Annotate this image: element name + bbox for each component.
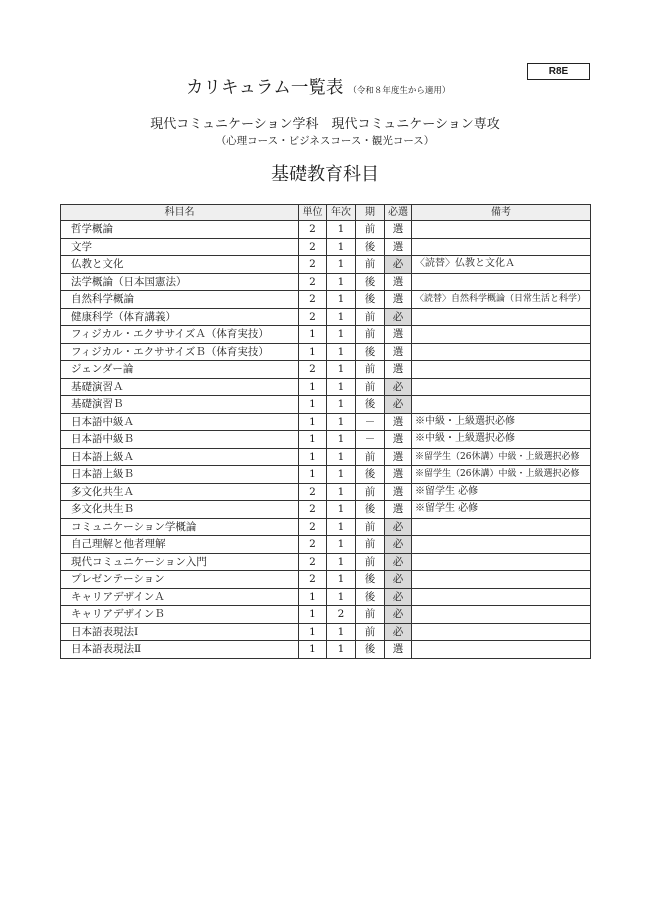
note-cell xyxy=(412,343,591,361)
course-name-cell: 文学 xyxy=(61,238,299,256)
required-elective-cell: 選 xyxy=(385,431,412,449)
note-cell xyxy=(412,378,591,396)
year-cell: 1 xyxy=(327,256,356,274)
credits-cell: 1 xyxy=(299,326,327,344)
course-name-cell: 基礎演習Ａ xyxy=(61,378,299,396)
required-elective-cell: 必 xyxy=(385,308,412,326)
credits-cell: 2 xyxy=(299,501,327,519)
note-cell xyxy=(412,273,591,291)
course-name-cell: 仏教と文化 xyxy=(61,256,299,274)
credits-cell: 1 xyxy=(299,588,327,606)
course-name-cell: 法学概論（日本国憲法） xyxy=(61,273,299,291)
required-elective-cell: 必 xyxy=(385,256,412,274)
year-cell: 1 xyxy=(327,273,356,291)
required-elective-cell: 選 xyxy=(385,343,412,361)
note-cell xyxy=(412,553,591,571)
header-credits: 単位 xyxy=(299,205,327,221)
note-cell: ※留学生 必修 xyxy=(412,483,591,501)
table-row xyxy=(61,361,591,379)
note-cell xyxy=(412,623,591,641)
year-cell: 2 xyxy=(327,606,356,624)
table-row xyxy=(61,291,591,309)
table-row xyxy=(61,553,591,571)
term-cell: 前 xyxy=(356,448,385,466)
table-row xyxy=(61,448,591,466)
term-cell: 後 xyxy=(356,396,385,414)
table-row xyxy=(61,466,591,484)
table-row xyxy=(61,413,591,431)
credits-cell: 2 xyxy=(299,256,327,274)
table-row xyxy=(61,536,591,554)
term-cell: 前 xyxy=(356,308,385,326)
year-cell: 1 xyxy=(327,483,356,501)
table-row xyxy=(61,501,591,519)
required-elective-cell: 選 xyxy=(385,483,412,501)
required-elective-cell: 必 xyxy=(385,571,412,589)
term-cell: 後 xyxy=(356,588,385,606)
table-row xyxy=(61,326,591,344)
required-elective-cell: 選 xyxy=(385,221,412,239)
term-cell: 前 xyxy=(356,518,385,536)
year-cell: 1 xyxy=(327,536,356,554)
header-course-name: 科目名 xyxy=(61,205,299,221)
term-cell: 前 xyxy=(356,623,385,641)
course-name-cell: コミュニケーション学概論 xyxy=(61,518,299,536)
table-row xyxy=(61,343,591,361)
note-cell xyxy=(412,606,591,624)
term-cell: 前 xyxy=(356,378,385,396)
term-cell: 後 xyxy=(356,466,385,484)
note-cell: 〈読替〉自然科学概論（日常生活と科学） xyxy=(412,291,591,309)
term-cell: 前 xyxy=(356,606,385,624)
course-name-cell: 健康科学（体育講義） xyxy=(61,308,299,326)
course-name-cell: 日本語上級Ｂ xyxy=(61,466,299,484)
department-heading: 現代コミュニケーション学科 現代コミュニケーション専攻 xyxy=(150,117,500,132)
required-elective-cell: 選 xyxy=(385,501,412,519)
table-row xyxy=(61,308,591,326)
term-cell: 後 xyxy=(356,641,385,659)
term-cell: 前 xyxy=(356,256,385,274)
required-elective-cell: 必 xyxy=(385,606,412,624)
credits-cell: 2 xyxy=(299,553,327,571)
term-cell: 前 xyxy=(356,553,385,571)
term-cell: 前 xyxy=(356,221,385,239)
term-cell: 後 xyxy=(356,273,385,291)
table-header-row xyxy=(61,205,591,221)
year-cell: 1 xyxy=(327,413,356,431)
year-cell: 1 xyxy=(327,623,356,641)
required-elective-cell: 必 xyxy=(385,518,412,536)
year-cell: 1 xyxy=(327,466,356,484)
course-name-cell: 日本語上級Ａ xyxy=(61,448,299,466)
course-name-cell: 多文化共生Ｂ xyxy=(61,501,299,519)
term-cell: 後 xyxy=(356,343,385,361)
term-cell: 前 xyxy=(356,483,385,501)
required-elective-cell: 選 xyxy=(385,238,412,256)
note-cell: ※留学生 必修 xyxy=(412,501,591,519)
year-cell: 1 xyxy=(327,343,356,361)
credits-cell: 1 xyxy=(299,378,327,396)
credits-cell: 1 xyxy=(299,641,327,659)
credits-cell: 2 xyxy=(299,291,327,309)
credits-cell: 1 xyxy=(299,606,327,624)
course-name-cell: フィジカル・エクササイズＢ（体育実技） xyxy=(61,343,299,361)
table-row xyxy=(61,396,591,414)
year-cell: 1 xyxy=(327,326,356,344)
required-elective-cell: 選 xyxy=(385,291,412,309)
term-cell: － xyxy=(356,413,385,431)
table-row xyxy=(61,483,591,501)
table-row xyxy=(61,641,591,659)
note-cell xyxy=(412,588,591,606)
course-name-cell: 日本語中級Ｂ xyxy=(61,431,299,449)
course-name-cell: フィジカル・エクササイズＡ（体育実技） xyxy=(61,326,299,344)
note-cell xyxy=(412,396,591,414)
table-row xyxy=(61,378,591,396)
note-cell: ※中級・上級選択必修 xyxy=(412,413,591,431)
term-cell: 後 xyxy=(356,238,385,256)
term-cell: 前 xyxy=(356,361,385,379)
credits-cell: 1 xyxy=(299,466,327,484)
course-name-cell: 日本語表現法Ⅰ xyxy=(61,623,299,641)
table-row xyxy=(61,518,591,536)
document-code-badge: R8E xyxy=(527,63,590,80)
term-cell: 後 xyxy=(356,291,385,309)
required-elective-cell: 選 xyxy=(385,326,412,344)
note-cell xyxy=(412,536,591,554)
credits-cell: 1 xyxy=(299,431,327,449)
required-elective-cell: 選 xyxy=(385,466,412,484)
credits-cell: 2 xyxy=(299,361,327,379)
year-cell: 1 xyxy=(327,238,356,256)
note-cell xyxy=(412,571,591,589)
year-cell: 1 xyxy=(327,221,356,239)
header-year: 年次 xyxy=(327,205,356,221)
credits-cell: 2 xyxy=(299,518,327,536)
table-row xyxy=(61,571,591,589)
table-row xyxy=(61,238,591,256)
credits-cell: 1 xyxy=(299,396,327,414)
term-cell: 前 xyxy=(356,536,385,554)
header-term: 期 xyxy=(356,205,385,221)
credits-cell: 2 xyxy=(299,221,327,239)
year-cell: 1 xyxy=(327,571,356,589)
table-row xyxy=(61,256,591,274)
course-name-cell: 基礎演習Ｂ xyxy=(61,396,299,414)
note-cell xyxy=(412,238,591,256)
year-cell: 1 xyxy=(327,641,356,659)
term-cell: － xyxy=(356,431,385,449)
course-name-cell: 自然科学概論 xyxy=(61,291,299,309)
table-row xyxy=(61,431,591,449)
required-elective-cell: 必 xyxy=(385,396,412,414)
credits-cell: 2 xyxy=(299,273,327,291)
note-cell xyxy=(412,641,591,659)
note-cell xyxy=(412,221,591,239)
year-cell: 1 xyxy=(327,291,356,309)
course-name-cell: 多文化共生Ａ xyxy=(61,483,299,501)
note-cell xyxy=(412,308,591,326)
credits-cell: 1 xyxy=(299,413,327,431)
year-cell: 1 xyxy=(327,588,356,606)
note-cell xyxy=(412,518,591,536)
credits-cell: 2 xyxy=(299,571,327,589)
table-row xyxy=(61,221,591,239)
table-row xyxy=(61,273,591,291)
note-cell: ※留学生（26休講）中級・上級選択必修 xyxy=(412,448,591,466)
note-cell: ※中級・上級選択必修 xyxy=(412,431,591,449)
header-notes: 備考 xyxy=(412,205,591,221)
course-name-cell: キャリアデザインＡ xyxy=(61,588,299,606)
credits-cell: 1 xyxy=(299,623,327,641)
curriculum-table xyxy=(60,204,591,659)
table-row xyxy=(61,606,591,624)
course-name-cell: キャリアデザインＢ xyxy=(61,606,299,624)
section-heading: 基礎教育科目 xyxy=(271,164,379,185)
header-required-elective: 必選 xyxy=(385,205,412,221)
term-cell: 後 xyxy=(356,501,385,519)
table-row xyxy=(61,623,591,641)
year-cell: 1 xyxy=(327,378,356,396)
year-cell: 1 xyxy=(327,553,356,571)
note-cell xyxy=(412,361,591,379)
year-cell: 1 xyxy=(327,448,356,466)
note-cell: 〈読替〉仏教と文化Ａ xyxy=(412,256,591,274)
required-elective-cell: 必 xyxy=(385,623,412,641)
note-cell xyxy=(412,326,591,344)
credits-cell: 2 xyxy=(299,308,327,326)
required-elective-cell: 必 xyxy=(385,536,412,554)
year-cell: 1 xyxy=(327,308,356,326)
term-cell: 前 xyxy=(356,326,385,344)
required-elective-cell: 選 xyxy=(385,448,412,466)
required-elective-cell: 選 xyxy=(385,641,412,659)
course-list-subheading: （心理コース・ビジネスコース・観光コース） xyxy=(215,135,435,147)
course-name-cell: 哲学概論 xyxy=(61,221,299,239)
required-elective-cell: 選 xyxy=(385,361,412,379)
credits-cell: 2 xyxy=(299,238,327,256)
title-block xyxy=(186,77,450,101)
required-elective-cell: 選 xyxy=(385,273,412,291)
year-cell: 1 xyxy=(327,501,356,519)
required-elective-cell: 選 xyxy=(385,413,412,431)
year-cell: 1 xyxy=(327,361,356,379)
course-name-cell: プレゼンテーション xyxy=(61,571,299,589)
required-elective-cell: 必 xyxy=(385,553,412,571)
title-applicability-note: （令和８年度生から適用） xyxy=(348,86,451,96)
table-row xyxy=(61,588,591,606)
year-cell: 1 xyxy=(327,396,356,414)
credits-cell: 1 xyxy=(299,448,327,466)
credits-cell: 2 xyxy=(299,483,327,501)
course-name-cell: 日本語表現法Ⅱ xyxy=(61,641,299,659)
year-cell: 1 xyxy=(327,518,356,536)
required-elective-cell: 必 xyxy=(385,378,412,396)
course-name-cell: 現代コミュニケーション入門 xyxy=(61,553,299,571)
credits-cell: 1 xyxy=(299,343,327,361)
term-cell: 後 xyxy=(356,571,385,589)
course-name-cell: ジェンダー論 xyxy=(61,361,299,379)
page-title: カリキュラム一覧表 xyxy=(186,78,344,98)
required-elective-cell: 必 xyxy=(385,588,412,606)
course-name-cell: 日本語中級Ａ xyxy=(61,413,299,431)
note-cell: ※留学生（26休講）中級・上級選択必修 xyxy=(412,466,591,484)
credits-cell: 2 xyxy=(299,536,327,554)
year-cell: 1 xyxy=(327,431,356,449)
course-name-cell: 自己理解と他者理解 xyxy=(61,536,299,554)
table-body xyxy=(61,221,591,659)
